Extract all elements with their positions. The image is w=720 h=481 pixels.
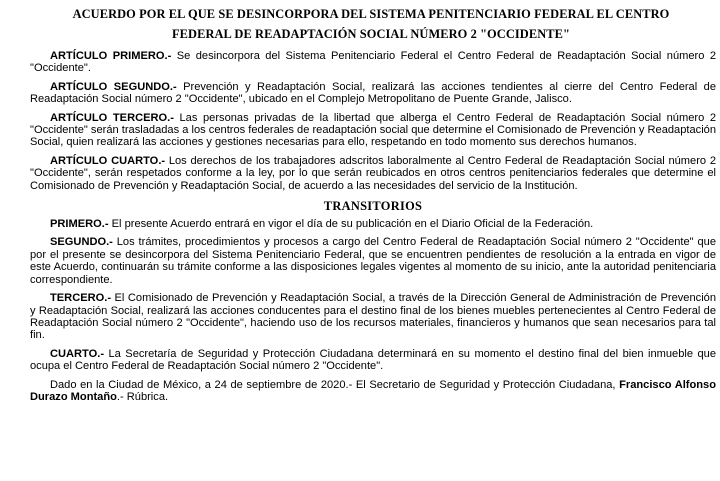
article-segundo <box>30 81 716 106</box>
transitorio-lead: PRIMERO.- <box>50 218 109 231</box>
transitorio-tercero <box>30 292 716 342</box>
transitorio-primero <box>30 218 716 230</box>
article-lead: ARTÍCULO CUARTO.- <box>50 154 166 167</box>
transitorio-text: La Secretaría de Seguridad y Protección Ciudadana determinará en su momento el destino final del bien inmueble que ocupa el Centro Federal de Readaptación Social número 2 "Occidente". <box>30 347 716 373</box>
transitorio-lead: TERCERO.- <box>50 292 112 305</box>
transitorio-text: Los trámites, procedimientos y procesos a cargo del Centro Federal de Readaptación Social número 2 "Occidente" que por el presente se desincorpora del Sistema Penitenciario Federal, que se encuentren pendientes de resolución a la entrada en vigor de este Acuerdo, continuarán su trámite conforme a las disposiciones legales vigentes al momento de su inicio, ante la autoridad penitenciaria correspondiente. <box>30 236 716 286</box>
transitorios-heading: TRANSITORIOS <box>323 199 423 214</box>
article-primero <box>30 50 716 75</box>
article-text: Las personas privadas de la libertad que alberga el Centro Federal de Readaptación Social número 2 "Occidente" serán trasladadas a los centros federales de readaptación social que determine el Comisionado de Prevención y Readaptación Social, quien realizará las acciones y gestiones necesarias para ello, respetando en todo momento sus derechos humanos. <box>30 111 716 149</box>
article-tercero <box>30 112 716 149</box>
closing-paragraph <box>30 379 716 404</box>
closing-text: Dado en la Ciudad de México, a 24 de septiembre de 2020.- El Secretario de Seguridad y Protección Ciudadana, <box>50 378 620 391</box>
article-lead: ARTÍCULO TERCERO.- <box>50 111 174 124</box>
transitorio-text: El presente Acuerdo entrará en vigor el día de su publicación en el Diario Oficial de la Federación. <box>108 218 594 231</box>
article-cuarto <box>30 155 716 192</box>
transitorio-lead: CUARTO.- <box>50 347 105 360</box>
document-title-line-1: ACUERDO POR EL QUE SE DESINCORPORA DEL SISTEMA PENITENCIARIO FEDERAL EL CENTRO <box>72 7 670 21</box>
transitorio-lead: SEGUNDO.- <box>50 236 113 249</box>
closing-suffix: .- Rúbrica. <box>116 390 169 403</box>
transitorio-segundo <box>30 236 716 286</box>
signer-name: Francisco Alfonso Durazo Montaño <box>30 378 716 403</box>
article-text: Se desincorpora del Sistema Penitenciario Federal el Centro Federal de Readaptación Social número 2 "Occidente". <box>30 50 716 75</box>
document-page <box>30 4 716 409</box>
document-title-line-2: FEDERAL DE READAPTACIÓN SOCIAL NÚMERO 2 "OCCIDENTE" <box>172 27 570 41</box>
article-text: Prevención y Readaptación Social, realizará las acciones tendientes al cierre del Centro Federal de Readaptación Social número 2 "Occidente", ubicado en el Complejo Metropolitano de Puente Grande, Jalisco. <box>30 80 716 106</box>
transitorio-text: El Comisionado de Prevención y Readaptación Social, a través de la Dirección General de Administración de Prevención y Readaptación Social, realizará las acciones conducentes para el destino final de los bienes muebles pertenecientes al Centro Federal de Readaptación Social número 2 "Occidente", haciendo uso de los recursos materiales, financieros y humanos que sean necesarios para tal fin. <box>30 292 716 342</box>
article-lead: ARTÍCULO PRIMERO.- <box>50 50 172 62</box>
article-text: Los derechos de los trabajadores adscritos laboralmente al Centro Federal de Readaptación Social número 2 "Occidente", serán respetados conforme a la ley, por lo que serán reubicados en otros centros penitenciarios federales que determine el Comisionado de Prevención y Readaptación Social, de acuerdo a las necesidades del servicio de la Institución. <box>30 154 716 192</box>
transitorio-cuarto <box>30 348 716 373</box>
article-lead: ARTÍCULO SEGUNDO.- <box>50 80 177 93</box>
